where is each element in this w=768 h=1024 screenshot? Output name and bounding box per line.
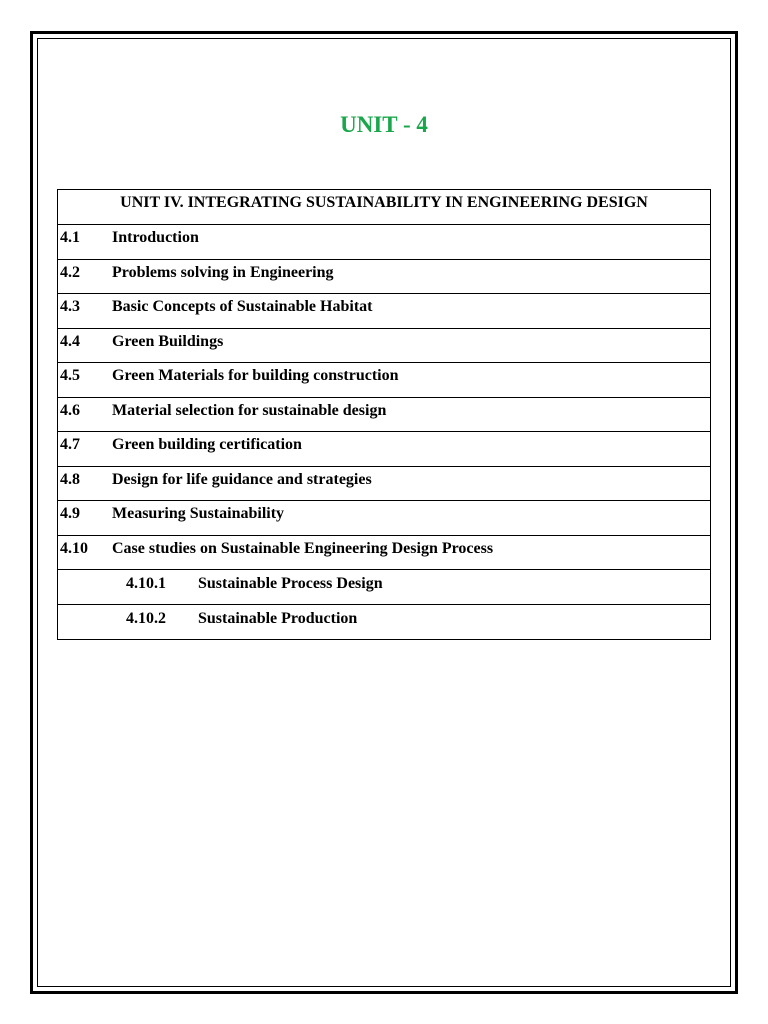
table-subrow (58, 570, 711, 605)
section-title: Measuring Sustainability (112, 505, 285, 522)
section-number: 4.3 (60, 298, 80, 315)
table-header-row (58, 190, 711, 225)
unit-title: UNIT - 4 (340, 112, 428, 137)
section-number: 4.7 (60, 436, 80, 453)
section-title: Green Buildings (112, 332, 224, 350)
table-row (58, 466, 711, 501)
table-row (58, 225, 711, 260)
section-number: 4.5 (60, 367, 80, 384)
section-title: Green building certification (112, 436, 302, 453)
table-row (58, 363, 711, 398)
table-row (58, 432, 711, 467)
section-number: 4.1 (60, 229, 80, 246)
table-row (58, 328, 711, 363)
table-row (58, 535, 711, 570)
section-title: Basic Concepts of Sustainable Habitat (112, 298, 373, 315)
subsection-number: 4.10.1 (126, 575, 166, 592)
table-row (58, 501, 711, 536)
section-number: 4.6 (60, 401, 80, 419)
section-number: 4.8 (60, 470, 80, 488)
section-title: Material selection for sustainable design (112, 401, 387, 419)
section-number: 4.4 (60, 332, 80, 350)
table-row (58, 294, 711, 329)
subsection-title: Sustainable Process Design (198, 575, 383, 592)
table-header: UNIT IV. INTEGRATING SUSTAINABILITY IN ENGINEERING DESIGN (58, 190, 711, 225)
section-number: 4.10 (60, 539, 88, 557)
section-title: Design for life guidance and strategies (112, 470, 372, 488)
section-title: Green Materials for building construction (112, 367, 399, 384)
section-number: 4.9 (60, 505, 80, 522)
subsection-title: Sustainable Production (198, 610, 358, 627)
section-title: Introduction (112, 229, 199, 246)
section-title: Case studies on Sustainable Engineering Design Process (112, 539, 494, 557)
table-subrow (58, 605, 711, 640)
table-row (58, 397, 711, 432)
subsection-number: 4.10.2 (126, 610, 166, 627)
contents-table (57, 189, 711, 640)
section-title: Problems solving in Engineering (112, 263, 334, 281)
section-number: 4.2 (60, 263, 80, 281)
table-row (58, 259, 711, 294)
